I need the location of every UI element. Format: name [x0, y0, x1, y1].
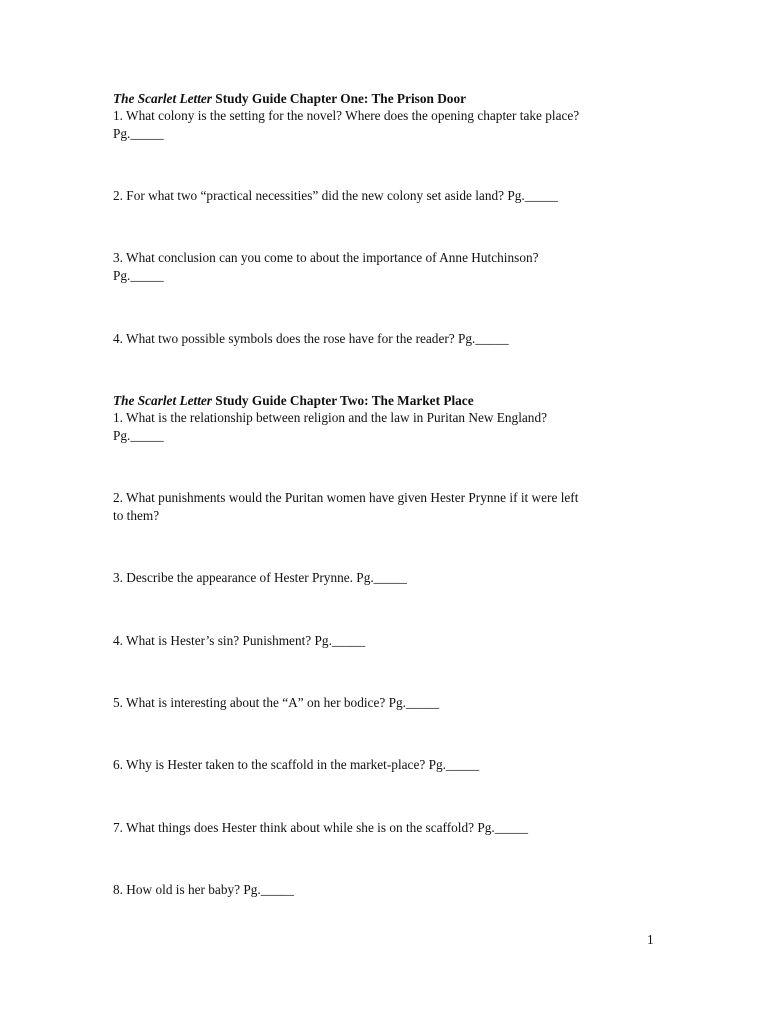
chapter-two-question-5: 5. What is interesting about the “A” on her bodice? Pg._____: [113, 695, 440, 710]
chapter-one-question-2: 2. For what two “practical necessities” did the new colony set aside land? Pg._____: [113, 188, 558, 203]
chapter-one-question-4: 4. What two possible symbols does the rose have for the reader? Pg._____: [113, 331, 509, 346]
chapter-one-book-title: The Scarlet Letter: [113, 91, 212, 106]
page-number: 1: [647, 932, 654, 947]
chapter-two-book-title: The Scarlet Letter: [113, 393, 212, 408]
chapter-two-question-2-continued: to them?: [113, 508, 160, 523]
chapter-two-question-1-page-blank: Pg._____: [113, 428, 164, 443]
chapter-one-question-3: 3. What conclusion can you come to about the importance of Anne Hutchinson?: [113, 250, 539, 265]
chapter-two-question-6: 6. Why is Hester taken to the scaffold in the market-place? Pg._____: [113, 757, 480, 772]
chapter-two-heading: [113, 392, 474, 410]
chapter-two-question-3: 3. Describe the appearance of Hester Prynne. Pg._____: [113, 570, 407, 585]
chapter-two-question-2: 2. What punishments would the Puritan women have given Hester Prynne if it were left: [113, 490, 579, 505]
chapter-two-question-4: 4. What is Hester’s sin? Punishment? Pg._____: [113, 633, 366, 648]
chapter-two-question-1: 1. What is the relationship between religion and the law in Puritan New England?: [113, 410, 548, 425]
chapter-one-question-1: 1. What colony is the setting for the novel? Where does the opening chapter take place?: [113, 108, 580, 123]
chapter-two-heading-text: Study Guide Chapter Two: The Market Place: [211, 393, 474, 408]
chapter-one-heading-text: Study Guide Chapter One: The Prison Door: [211, 91, 466, 106]
chapter-one-question-1-page-blank: Pg._____: [113, 126, 164, 141]
chapter-two-question-7: 7. What things does Hester think about while she is on the scaffold? Pg._____: [113, 820, 528, 835]
chapter-two-question-8: 8. How old is her baby? Pg._____: [113, 882, 294, 897]
chapter-one-heading: [113, 90, 466, 108]
chapter-one-question-3-page-blank: Pg._____: [113, 268, 164, 283]
